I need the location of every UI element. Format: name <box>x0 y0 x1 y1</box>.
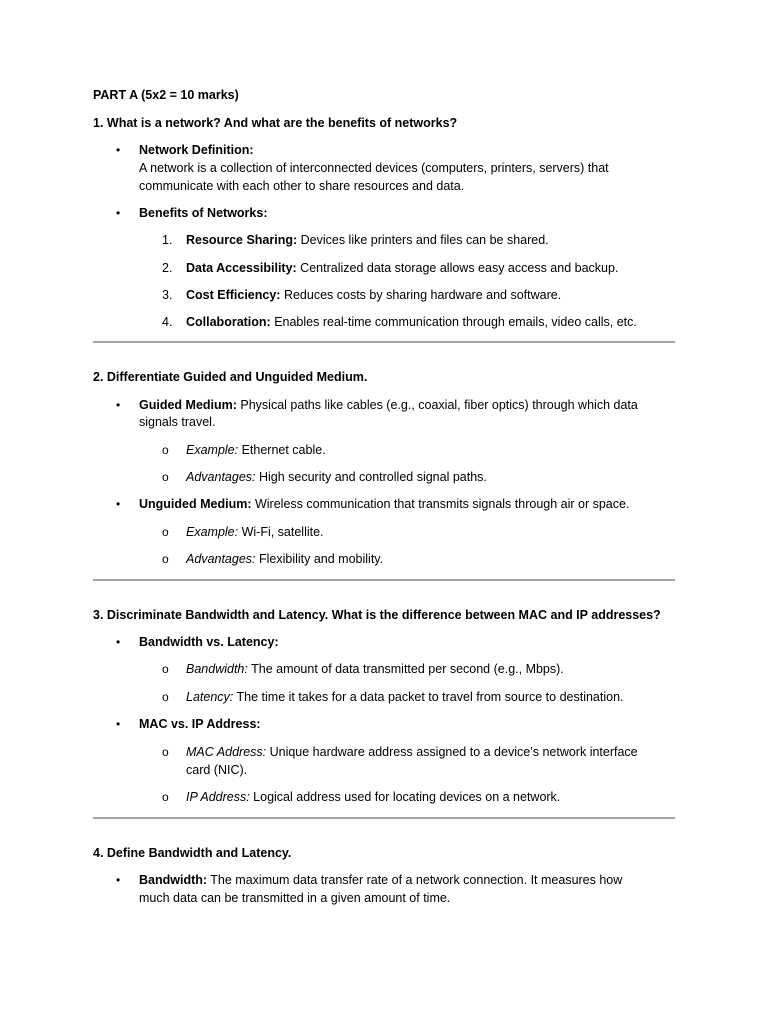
bullet-icon: • <box>116 873 121 887</box>
network-definition-text-2: communicate with each other to share resources and data. <box>139 179 465 193</box>
sub-bullet-icon: o <box>162 552 169 566</box>
ip-address-definition: IP Address: Logical address used for locating devices on a network. <box>186 790 561 804</box>
list-number: 3. <box>162 288 173 302</box>
list-item: Data Accessibility: Centralized data storage allows easy access and backup. <box>186 261 619 275</box>
sub-bullet-icon: o <box>162 662 169 676</box>
mac-vs-ip-label: MAC vs. IP Address: <box>139 717 261 731</box>
list-item: Resource Sharing: Devices like printers and files can be shared. <box>186 233 549 247</box>
list-number: 2. <box>162 261 173 275</box>
question-1-title: 1. What is a network? And what are the benefits of networks? <box>93 116 458 130</box>
question-3-title: 3. Discriminate Bandwidth and Latency. What is the difference between MAC and IP addresses? <box>93 608 661 622</box>
latency-definition: Latency: The time it takes for a data packet to travel from source to destination. <box>186 690 624 704</box>
mac-address-definition-2: card (NIC). <box>186 763 248 777</box>
sub-bullet-icon: o <box>162 690 169 704</box>
unguided-advantages: Advantages: Flexibility and mobility. <box>186 552 384 566</box>
unguided-medium-text: Unguided Medium: Wireless communication that transmits signals through air or space. <box>139 497 630 511</box>
bullet-icon: • <box>116 635 121 649</box>
bullet-icon: • <box>116 497 121 511</box>
sub-bullet-icon: o <box>162 790 169 804</box>
list-number: 1. <box>162 233 173 247</box>
bandwidth-definition: Bandwidth: The amount of data transmitted per second (e.g., Mbps). <box>186 662 564 676</box>
network-definition-text-1: A network is a collection of interconnected devices (computers, printers, servers) that <box>139 161 609 175</box>
sub-bullet-icon: o <box>162 525 169 539</box>
list-item: Cost Efficiency: Reduces costs by sharing hardware and software. <box>186 288 562 302</box>
bullet-icon: • <box>116 143 121 157</box>
question-2-title: 2. Differentiate Guided and Unguided Medium. <box>93 370 368 384</box>
guided-medium-text: Guided Medium: Physical paths like cables (e.g., coaxial, fiber optics) through which data <box>139 398 638 412</box>
guided-advantages: Advantages: High security and controlled signal paths. <box>186 470 487 484</box>
bullet-icon: • <box>116 398 121 412</box>
horizontal-divider <box>93 817 675 819</box>
benefits-label: Benefits of Networks: <box>139 206 268 220</box>
network-definition-label: Network Definition: <box>139 143 254 157</box>
guided-medium-text-2: signals travel. <box>139 415 216 429</box>
bandwidth-define-text: Bandwidth: The maximum data transfer rate of a network connection. It measures how <box>139 873 623 887</box>
mac-address-definition: MAC Address: Unique hardware address assigned to a device’s network interface <box>186 745 638 759</box>
horizontal-divider <box>93 579 675 581</box>
bullet-icon: • <box>116 717 121 731</box>
unguided-example: Example: Wi-Fi, satellite. <box>186 525 324 539</box>
bandwidth-define-text-2: much data can be transmitted in a given amount of time. <box>139 891 451 905</box>
list-item: Collaboration: Enables real-time communication through emails, video calls, etc. <box>186 315 637 329</box>
part-heading: PART A (5x2 = 10 marks) <box>93 88 239 102</box>
guided-example: Example: Ethernet cable. <box>186 443 326 457</box>
sub-bullet-icon: o <box>162 443 169 457</box>
list-number: 4. <box>162 315 173 329</box>
sub-bullet-icon: o <box>162 470 169 484</box>
sub-bullet-icon: o <box>162 745 169 759</box>
horizontal-divider <box>93 341 675 343</box>
bandwidth-vs-latency-label: Bandwidth vs. Latency: <box>139 635 279 649</box>
question-4-title: 4. Define Bandwidth and Latency. <box>93 846 292 860</box>
bullet-icon: • <box>116 206 121 220</box>
